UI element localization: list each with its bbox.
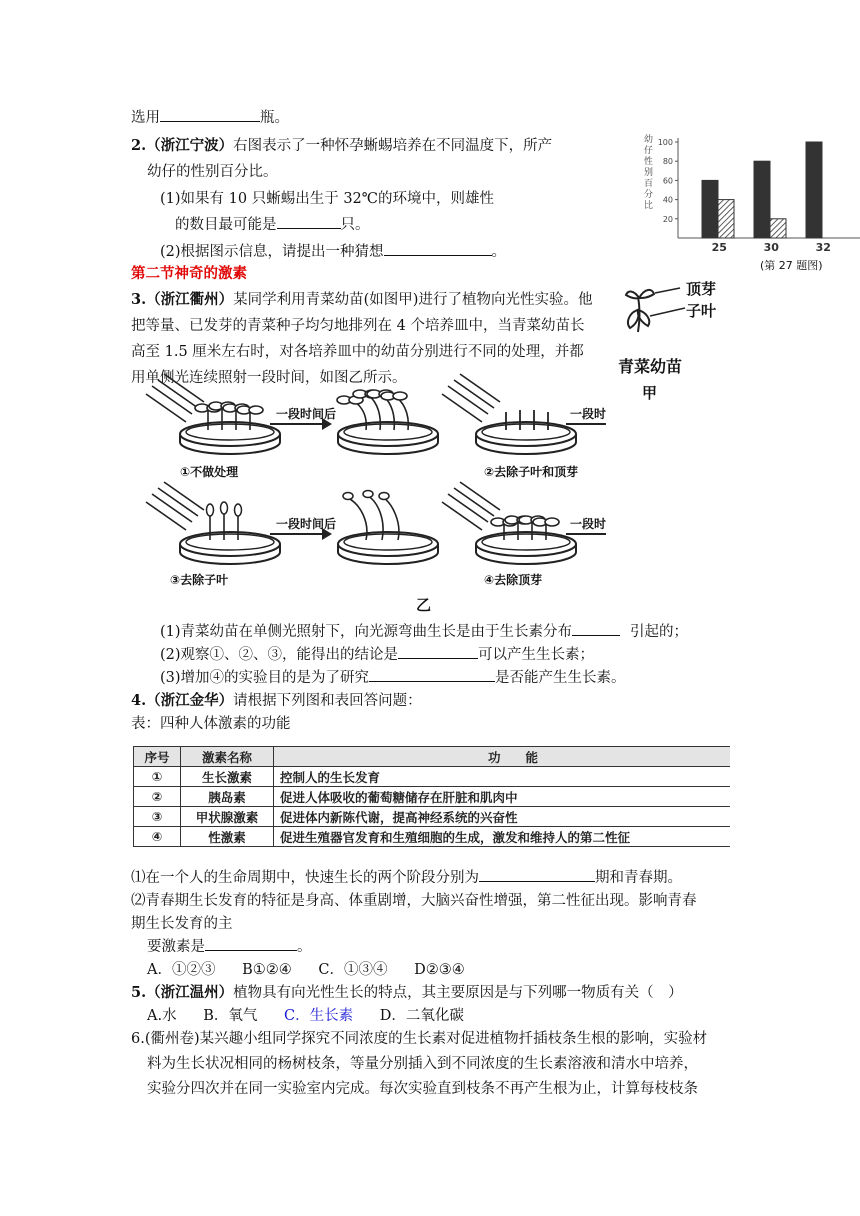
bar-solid [806, 142, 822, 238]
answer-blank[interactable] [205, 935, 297, 951]
q3-sub2: (2)观察①、②、③，能得出的结论是 可以产生生长素； [160, 643, 594, 664]
y-tick-label: 60 [662, 176, 673, 186]
header-name: 激素名称 [181, 747, 274, 767]
figure-jia [610, 276, 740, 406]
q2-stem-line2: 幼仔的性别百分比。 [147, 164, 278, 180]
q2-sub2: (2)根据图示信息，请提出一种猜想 。 [160, 240, 506, 261]
fill-line-bottle: 选用 瓶。 [131, 106, 289, 127]
section-title: 第二节神奇的激素 [131, 265, 247, 282]
q3-sub3: (3)增加④的实验目的是为了研究 是否能产生生长素。 [160, 666, 626, 687]
y-label-char: 性 [644, 157, 654, 167]
arrow-label: 一段时 [570, 407, 607, 421]
option-d[interactable]: D．二氧化碳 [379, 1008, 464, 1024]
option-c[interactable]: C．生长素 [283, 1008, 354, 1024]
x-tick-label: 30 [763, 241, 779, 254]
y-tick-label: 40 [662, 195, 673, 205]
hormone-table [133, 746, 730, 847]
q3-line3: 高至 1.5 厘米左右时，对各培养皿中的幼苗分别进行不同的处理，并都 [131, 344, 584, 360]
seedling-drawing [626, 288, 685, 332]
answer-blank[interactable] [369, 666, 495, 682]
q4-stem: 4.（浙江金华）请根据下列图和表回答问题： [131, 692, 422, 709]
q6-line1: 6.(衢州卷)某兴趣小组同学探究不同浓度的生长素对促进植物扦插枝条生根的影响，实验材 [131, 1031, 708, 1047]
caption-yi: 乙 [416, 596, 432, 614]
experiment-1 [146, 374, 438, 479]
answer-blank[interactable] [572, 620, 620, 636]
option-d[interactable]: D②③④ [414, 962, 465, 978]
q3-line4: 用单侧光连续照射一段时间，如图乙所示。 [131, 370, 407, 386]
chart-caption: (第 27 题图) [760, 259, 823, 272]
table-header-row [134, 747, 731, 767]
answer-blank[interactable] [384, 240, 492, 256]
experiment-3 [146, 482, 438, 587]
q2-sub1-line1: (1)如果有 10 只蜥蜴出生于 32℃的环境中，则雄性 [160, 191, 494, 207]
arrow-label: 一段时间后 [276, 407, 337, 421]
sex-ratio-chart [640, 130, 860, 255]
q3-sub1: (1)青菜幼苗在单侧光照射下，向光源弯曲生长是由于生长素分布 引起的； [160, 620, 688, 641]
answer-blank[interactable] [160, 106, 260, 122]
q4-options [147, 958, 465, 979]
q4-sub2-line2: 期生长发育的主 [131, 916, 233, 932]
table-row: ④ 性激素 促进生殖器官发育和生殖细胞的生成，激发和维持人的第二性征 [134, 827, 731, 847]
label-exp-4: ④去除顶芽 [484, 573, 543, 587]
q4-sub2-line1: ⑵青春期生长发育的特征是身高、体重剧增，大脑兴奋性增强，第二性征出现。影响青春 [131, 893, 697, 909]
label-leaf: 子叶 [686, 302, 717, 320]
option-b[interactable]: B．氧气 [203, 1008, 258, 1024]
figure-yi [130, 372, 610, 616]
q2-sub1-line2: 的数目最可能是 只。 [175, 213, 370, 234]
q2-stem-line1: 2.（浙江宁波）右图表示了一种怀孕蜥蜴培养在不同温度下，所产 [131, 137, 553, 154]
label-exp-3: ③去除子叶 [170, 573, 229, 587]
q6-line2: 料为生长状况相同的杨树枝条，等量分别插入到不同浓度的生长素溶液和清水中培养， [147, 1056, 698, 1072]
x-tick-label: 32 [815, 241, 831, 254]
header-function: 功 能 [274, 747, 731, 767]
table-title: 表：四种人体激素的功能 [131, 716, 291, 732]
y-label-char: 比 [644, 201, 654, 211]
y-tick-label: 80 [662, 157, 673, 167]
bar-hatched [770, 219, 786, 238]
y-tick-label: 20 [662, 214, 673, 224]
x-tick-label: 25 [711, 241, 727, 254]
q3-line1: 3.（浙江衢州）某同学利用青菜幼苗(如图甲)进行了植物向光性实验。他 [131, 291, 593, 308]
option-c[interactable]: C．①③④ [318, 962, 388, 978]
option-b[interactable]: B①②④ [242, 962, 292, 978]
label-bud: 顶芽 [686, 280, 717, 298]
arrow-label: 一段时 [570, 517, 607, 531]
arrow-label: 一段时间后 [276, 517, 337, 531]
bar-solid [702, 180, 718, 238]
bar-hatched [718, 200, 734, 238]
answer-blank[interactable] [277, 213, 341, 229]
bar-solid [754, 161, 770, 238]
label-exp-2: ②去除子叶和顶芽 [484, 465, 579, 479]
answer-blank[interactable] [398, 643, 478, 659]
option-a[interactable]: A.水 [147, 1008, 177, 1024]
experiment-4 [442, 482, 606, 587]
y-label-char: 仔 [644, 146, 654, 156]
y-label-char: 幼 [644, 135, 654, 145]
q5-stem: 5.（浙江温州）植物具有向光性生长的特点，其主要原因是与下列哪一物质有关（ ） [131, 984, 683, 1001]
y-label-char: 百 [644, 179, 654, 189]
option-a[interactable]: A．①②③ [147, 962, 216, 978]
q3-line2: 把等量、已发芽的青菜种子均匀地排列在 4 个培养皿中，当青菜幼苗长 [131, 318, 585, 334]
table-row: ② 胰岛素 促进人体吸收的葡萄糖储存在肝脏和肌肉中 [134, 787, 731, 807]
q5-options [147, 1004, 464, 1025]
answer-blank[interactable] [479, 866, 595, 882]
chart-y-label [644, 133, 653, 211]
y-tick-label: 100 [657, 138, 673, 147]
table-row: ③ 甲状腺激素 促进体内新陈代谢，提高神经系统的兴奋性 [134, 807, 731, 827]
header-no: 序号 [134, 747, 181, 767]
q4-sub2-line3: 要激素是 。 [147, 935, 312, 956]
caption-seedling: 青菜幼苗 [618, 357, 683, 376]
experiment-2 [442, 374, 606, 479]
caption-jia: 甲 [642, 384, 658, 402]
q4-sub1: ⑴在一个人的生命周期中，快速生长的两个阶段分别为 期和青春期。 [131, 866, 682, 887]
y-label-char: 分 [644, 190, 654, 200]
label-exp-1: ①不做处理 [180, 465, 239, 479]
q6-line3: 实验分四次并在同一实验室内完成。每次实验直到枝条不再产生根为止，计算每枝枝条 [147, 1081, 698, 1097]
table-row: ① 生长激素 控制人的生长发育 [134, 767, 731, 787]
y-label-char: 别 [644, 168, 654, 178]
